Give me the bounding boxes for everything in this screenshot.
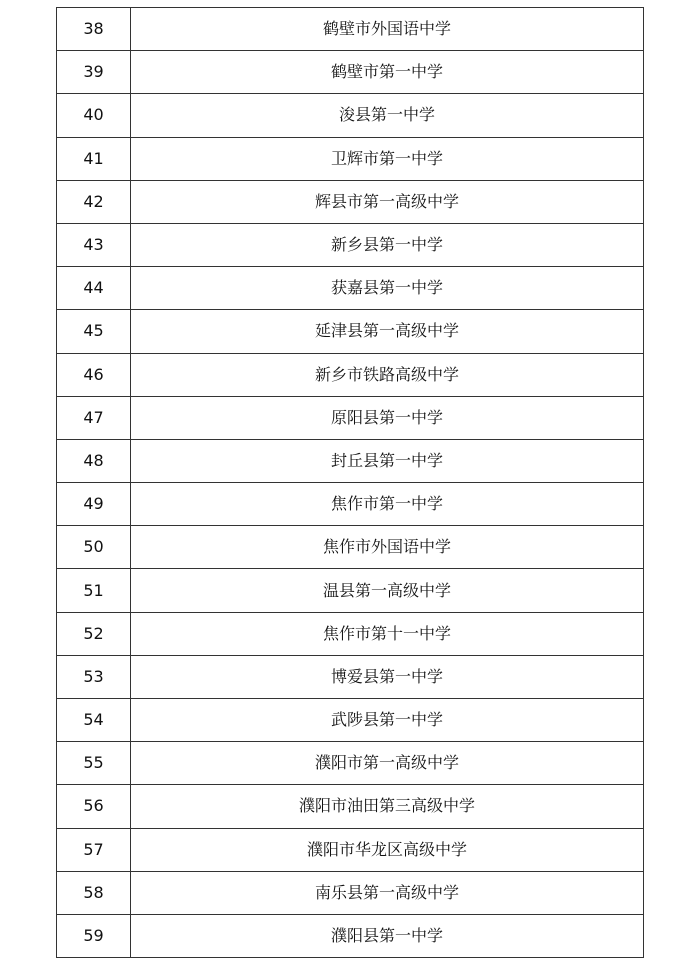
row-number: 58 [57,871,131,914]
row-number: 50 [57,526,131,569]
school-name: 南乐县第一高级中学 [131,871,644,914]
row-number: 49 [57,483,131,526]
school-name: 濮阳市第一高级中学 [131,742,644,785]
school-name: 濮阳市油田第三高级中学 [131,785,644,828]
school-name: 鹤壁市第一中学 [131,51,644,94]
school-name: 新乡市铁路高级中学 [131,353,644,396]
school-name: 濮阳市华龙区高级中学 [131,828,644,871]
row-number: 48 [57,439,131,482]
school-name: 博爱县第一中学 [131,655,644,698]
row-number: 42 [57,180,131,223]
school-name: 延津县第一高级中学 [131,310,644,353]
row-number: 43 [57,223,131,266]
school-name: 焦作市外国语中学 [131,526,644,569]
row-number: 40 [57,94,131,137]
table-row [57,785,644,828]
school-name: 武陟县第一中学 [131,699,644,742]
row-number: 46 [57,353,131,396]
school-name: 封丘县第一中学 [131,439,644,482]
school-name: 原阳县第一中学 [131,396,644,439]
table-row [57,396,644,439]
school-name: 温县第一高级中学 [131,569,644,612]
row-number: 39 [57,51,131,94]
table-row [57,569,644,612]
table-row [57,914,644,957]
row-number: 47 [57,396,131,439]
row-number: 45 [57,310,131,353]
school-name: 浚县第一中学 [131,94,644,137]
table-row [57,655,644,698]
table-row [57,699,644,742]
row-number: 41 [57,137,131,180]
school-name: 濮阳县第一中学 [131,914,644,957]
table-row [57,180,644,223]
school-name: 新乡县第一中学 [131,223,644,266]
table-row [57,612,644,655]
school-name: 辉县市第一高级中学 [131,180,644,223]
table-row [57,94,644,137]
table-row [57,742,644,785]
table-row [57,483,644,526]
school-list-table [56,7,644,958]
table-row [57,439,644,482]
table-row [57,526,644,569]
row-number: 52 [57,612,131,655]
school-name: 卫辉市第一中学 [131,137,644,180]
school-name: 焦作市第十一中学 [131,612,644,655]
row-number: 57 [57,828,131,871]
row-number: 54 [57,699,131,742]
table-row [57,871,644,914]
row-number: 44 [57,267,131,310]
row-number: 59 [57,914,131,957]
row-number: 38 [57,8,131,51]
table-row [57,267,644,310]
table-row [57,137,644,180]
table-row [57,8,644,51]
school-name: 焦作市第一中学 [131,483,644,526]
school-list-body [57,8,644,958]
table-row [57,223,644,266]
row-number: 55 [57,742,131,785]
row-number: 51 [57,569,131,612]
table-row [57,828,644,871]
table-row [57,353,644,396]
school-name: 获嘉县第一中学 [131,267,644,310]
table-row [57,51,644,94]
table-row [57,310,644,353]
row-number: 53 [57,655,131,698]
row-number: 56 [57,785,131,828]
school-list-table-container [56,7,644,958]
school-name: 鹤壁市外国语中学 [131,8,644,51]
